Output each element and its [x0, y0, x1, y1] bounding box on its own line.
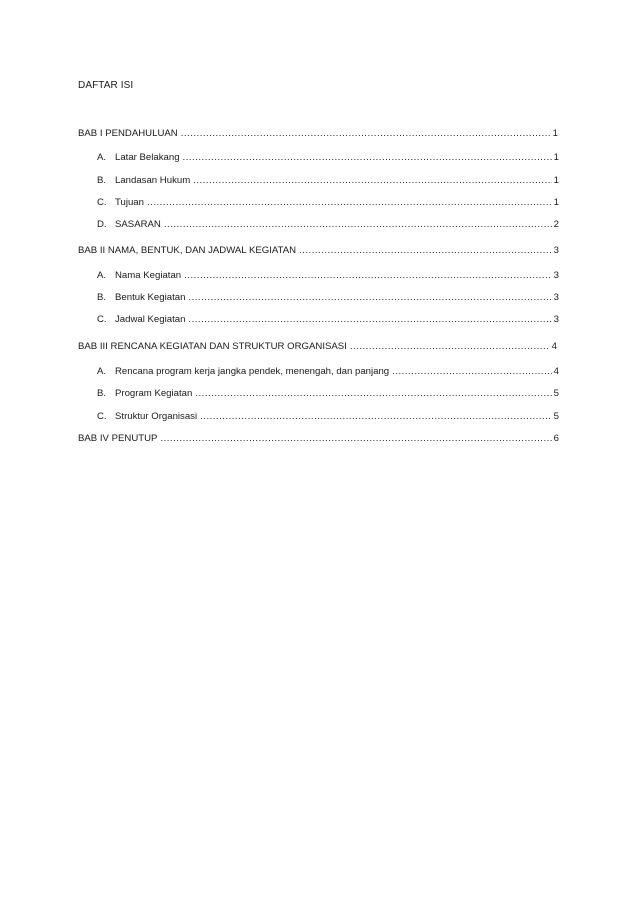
toc-entry-label: Program Kegiatan: [115, 388, 193, 399]
toc-section-1b[interactable]: [97, 174, 559, 187]
toc-section-1a[interactable]: [97, 151, 559, 164]
toc-page-number: 5: [553, 388, 559, 399]
toc-entry-label: BAB IV PENUTUP: [78, 433, 158, 444]
list-marker: B.: [97, 388, 107, 399]
dot-leader: [181, 127, 551, 140]
dot-leader: [392, 365, 552, 378]
toc-page-number: 4: [551, 341, 557, 352]
toc-entry-label: SASARAN: [115, 219, 161, 230]
list-marker: A.: [97, 270, 107, 281]
dot-leader: [193, 174, 551, 187]
toc-section-2c[interactable]: [97, 313, 559, 326]
dot-leader: [195, 387, 551, 400]
dot-leader: [188, 313, 551, 326]
toc-entry-label: Rencana program kerja jangka pendek, menengah, dan panjang: [115, 366, 390, 377]
toc-page-number: 3: [553, 292, 559, 303]
toc-entry-label: Tujuan: [115, 197, 144, 208]
toc-entry-label: Jadwal Kegiatan: [115, 314, 186, 325]
toc-entry-label: Latar Belakang: [115, 152, 180, 163]
toc-chapter-4[interactable]: [78, 432, 559, 445]
toc-page-number: 5: [553, 411, 559, 422]
dot-leader: [200, 410, 552, 423]
list-marker: B.: [97, 292, 107, 303]
dot-leader: [350, 340, 550, 353]
toc-entry-label: Landasan Hukum: [115, 175, 191, 186]
toc-section-3b[interactable]: [97, 387, 559, 400]
list-marker: C.: [97, 411, 107, 422]
toc-section-2a[interactable]: [97, 269, 559, 282]
page-title: DAFTAR ISI: [78, 80, 134, 91]
dot-leader: [188, 291, 551, 304]
toc-chapter-3[interactable]: [78, 340, 557, 353]
dot-leader: [147, 196, 552, 209]
toc-page-number: 4: [553, 366, 559, 377]
toc-page-number: 1: [553, 152, 559, 163]
toc-page-number: 3: [553, 270, 559, 281]
list-marker: D.: [97, 219, 107, 230]
toc-entry-label: Bentuk Kegiatan: [115, 292, 186, 303]
toc-section-3c[interactable]: [97, 410, 559, 423]
dot-leader: [299, 244, 552, 257]
toc-entry-label: Struktur Organisasi: [115, 411, 198, 422]
toc-section-1d[interactable]: [97, 218, 559, 231]
toc-page-number: 6: [553, 433, 559, 444]
list-marker: C.: [97, 314, 107, 325]
list-marker: C.: [97, 197, 107, 208]
toc-page-number: 2: [553, 219, 559, 230]
toc-entry-label: BAB I PENDAHULUAN: [78, 128, 178, 139]
dot-leader: [164, 218, 552, 231]
toc-page-number: 1: [553, 197, 559, 208]
list-marker: B.: [97, 175, 107, 186]
toc-section-2b[interactable]: [97, 291, 559, 304]
toc-page-number: 3: [553, 245, 559, 256]
toc-page-number: 3: [553, 314, 559, 325]
toc-page-number: 1: [553, 175, 559, 186]
dot-leader: [183, 151, 552, 164]
toc-entry-label: BAB III RENCANA KEGIATAN DAN STRUKTUR ORGANISASI: [78, 341, 347, 352]
toc-entry-label: Nama Kegiatan: [115, 270, 182, 281]
toc-chapter-1[interactable]: [78, 127, 558, 140]
toc-entry-label: BAB II NAMA, BENTUK, DAN JADWAL KEGIATAN: [78, 245, 297, 256]
dot-leader: [160, 432, 551, 445]
toc-chapter-2[interactable]: [78, 244, 559, 257]
dot-leader: [184, 269, 552, 282]
toc-section-3a[interactable]: [97, 365, 559, 378]
list-marker: A.: [97, 366, 107, 377]
toc-page-number: 1: [552, 128, 558, 139]
list-marker: A.: [97, 152, 107, 163]
toc-section-1c[interactable]: [97, 196, 559, 209]
